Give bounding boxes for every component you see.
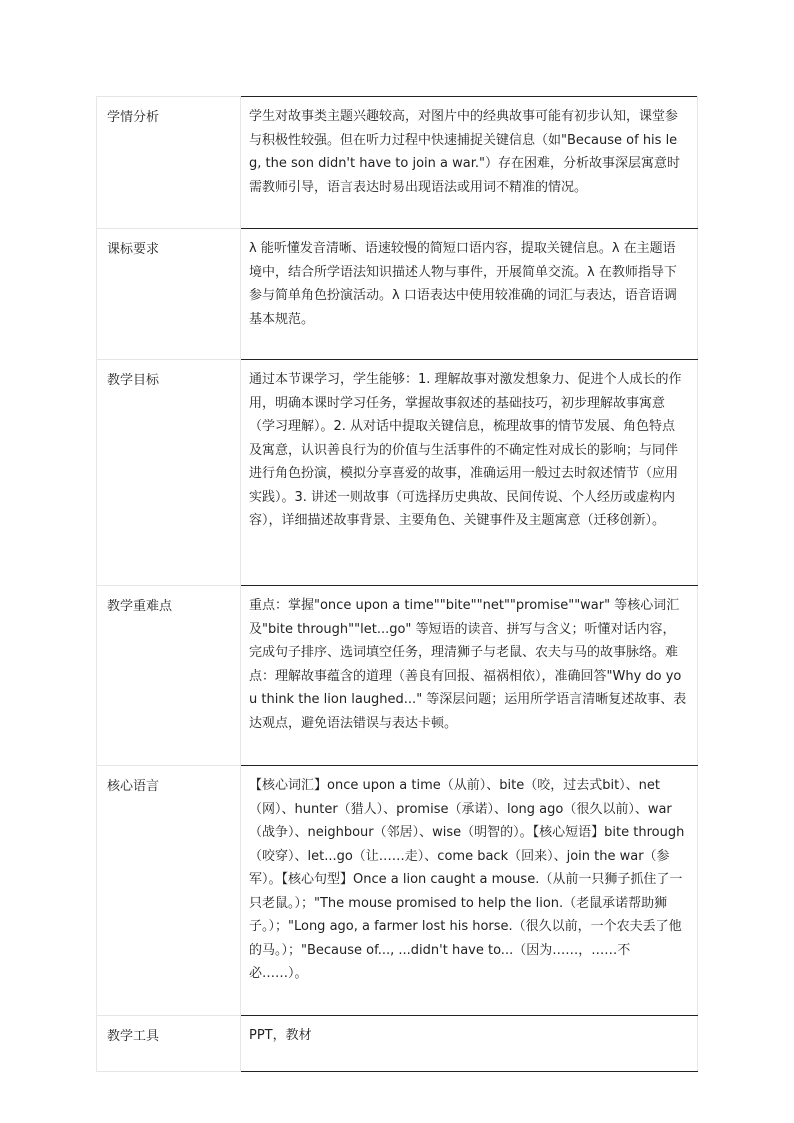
row-label xyxy=(97,766,241,1016)
row-content xyxy=(241,360,698,586)
row-label-text: 课标要求 xyxy=(107,242,160,257)
row-label xyxy=(97,1016,241,1072)
row-key-difficult-points xyxy=(97,586,698,766)
row-content xyxy=(241,586,698,766)
row-label xyxy=(97,360,241,586)
row-content-text: λ 能听懂发音清晰、语速较慢的简短口语内容，提取关键信息。λ 在主题语境中，结合所学语法知识描述人物与事件，开展简单交流。λ 在教师指导下参与简单角色扮演活动。λ 口语表达中使用较准确的词汇与表达，语音语调基本规范。 xyxy=(249,241,677,327)
row-curriculum-requirements xyxy=(97,229,698,360)
row-teaching-objectives xyxy=(97,360,698,586)
row-content-text: 重点：掌握"once upon a time""bite""net""promise""war" 等核心词汇及"bite through""let...go" 等短语的读音、拼写与含义；听懂对话内容，完成句子排序、选词填空任务，理清狮子与老鼠、农夫与马的故事脉络。难点：理解故事蕴含的道理（善良有回报、福祸相依），准确回答"Why do you think the lion laughed..." 等深层问题；运用所学语言清晰复述故事、表达观点，避免语法错误与表达卡顿。 xyxy=(249,598,687,731)
row-label-text: 核心语言 xyxy=(107,779,160,794)
row-label-text: 教学重难点 xyxy=(107,599,173,614)
row-label-text: 学情分析 xyxy=(107,110,160,125)
row-content-text: 学生对故事类主题兴趣较高，对图片中的经典故事可能有初步认知，课堂参与积极性较强。但在听力过程中快速捕捉关键信息（如"Because of his leg, the son didn't have to join a war."）存在困难，分析故事深层寓意时需教师引导，语言表达时易出现语法或用词不精准的情况。 xyxy=(249,109,680,195)
row-content-text: 通过本节课学习，学生能够：1. 理解故事对激发想象力、促进个人成长的作用，明确本课时学习任务，掌握故事叙述的基础技巧，初步理解故事寓意（学习理解）。2. 从对话中提取关键信息，梳理故事的情节发展、角色特点及寓意，认识善良行为的价值与生活事件的不确定性对成长的影响；与同伴进行角色扮演，模拟分享喜爱的故事，准确运用一般过去时叙述情节（应用实践）。3. 讲述一则故事（可选择历史典故、民间传说、个人经历或虚构内容），详细描述故事背景、主要角色、关键事件及主题寓意（迁移创新）。 xyxy=(249,372,682,528)
row-label-text: 教学目标 xyxy=(107,373,160,388)
row-label xyxy=(97,586,241,766)
row-content xyxy=(241,766,698,1016)
row-teaching-tools xyxy=(97,1016,698,1072)
row-content-text: 【核心词汇】once upon a time（从前）、bite（咬，过去式bit）、net（网）、hunter（猎人）、promise（承诺）、long ago（很久以前）、war（战争）、neighbour（邻居）、wise（明智的）。【核心短语】bite through（咬穿）、let...go（让……走）、come back（回来）、join the war（参军）。【核心句型】Once a lion caught a mouse.（从前一只狮子抓住了一只老鼠。）；"The mouse promised to help the lion.（老鼠承诺帮助狮子。）；"Long ago, a farmer lost his horse.（很久以前，一个农夫丢了他的马。）；"Because of..., ...didn't have to...（因为……，……不必……）。 xyxy=(249,778,685,981)
lesson-plan-table xyxy=(96,96,698,1072)
row-label xyxy=(97,229,241,360)
row-learner-analysis xyxy=(97,97,698,229)
row-content xyxy=(241,1016,698,1072)
row-content xyxy=(241,97,698,229)
row-content xyxy=(241,229,698,360)
row-core-language xyxy=(97,766,698,1016)
row-label-text: 教学工具 xyxy=(107,1029,160,1044)
row-label xyxy=(97,97,241,229)
row-content-text: PPT，教材 xyxy=(249,1028,312,1043)
